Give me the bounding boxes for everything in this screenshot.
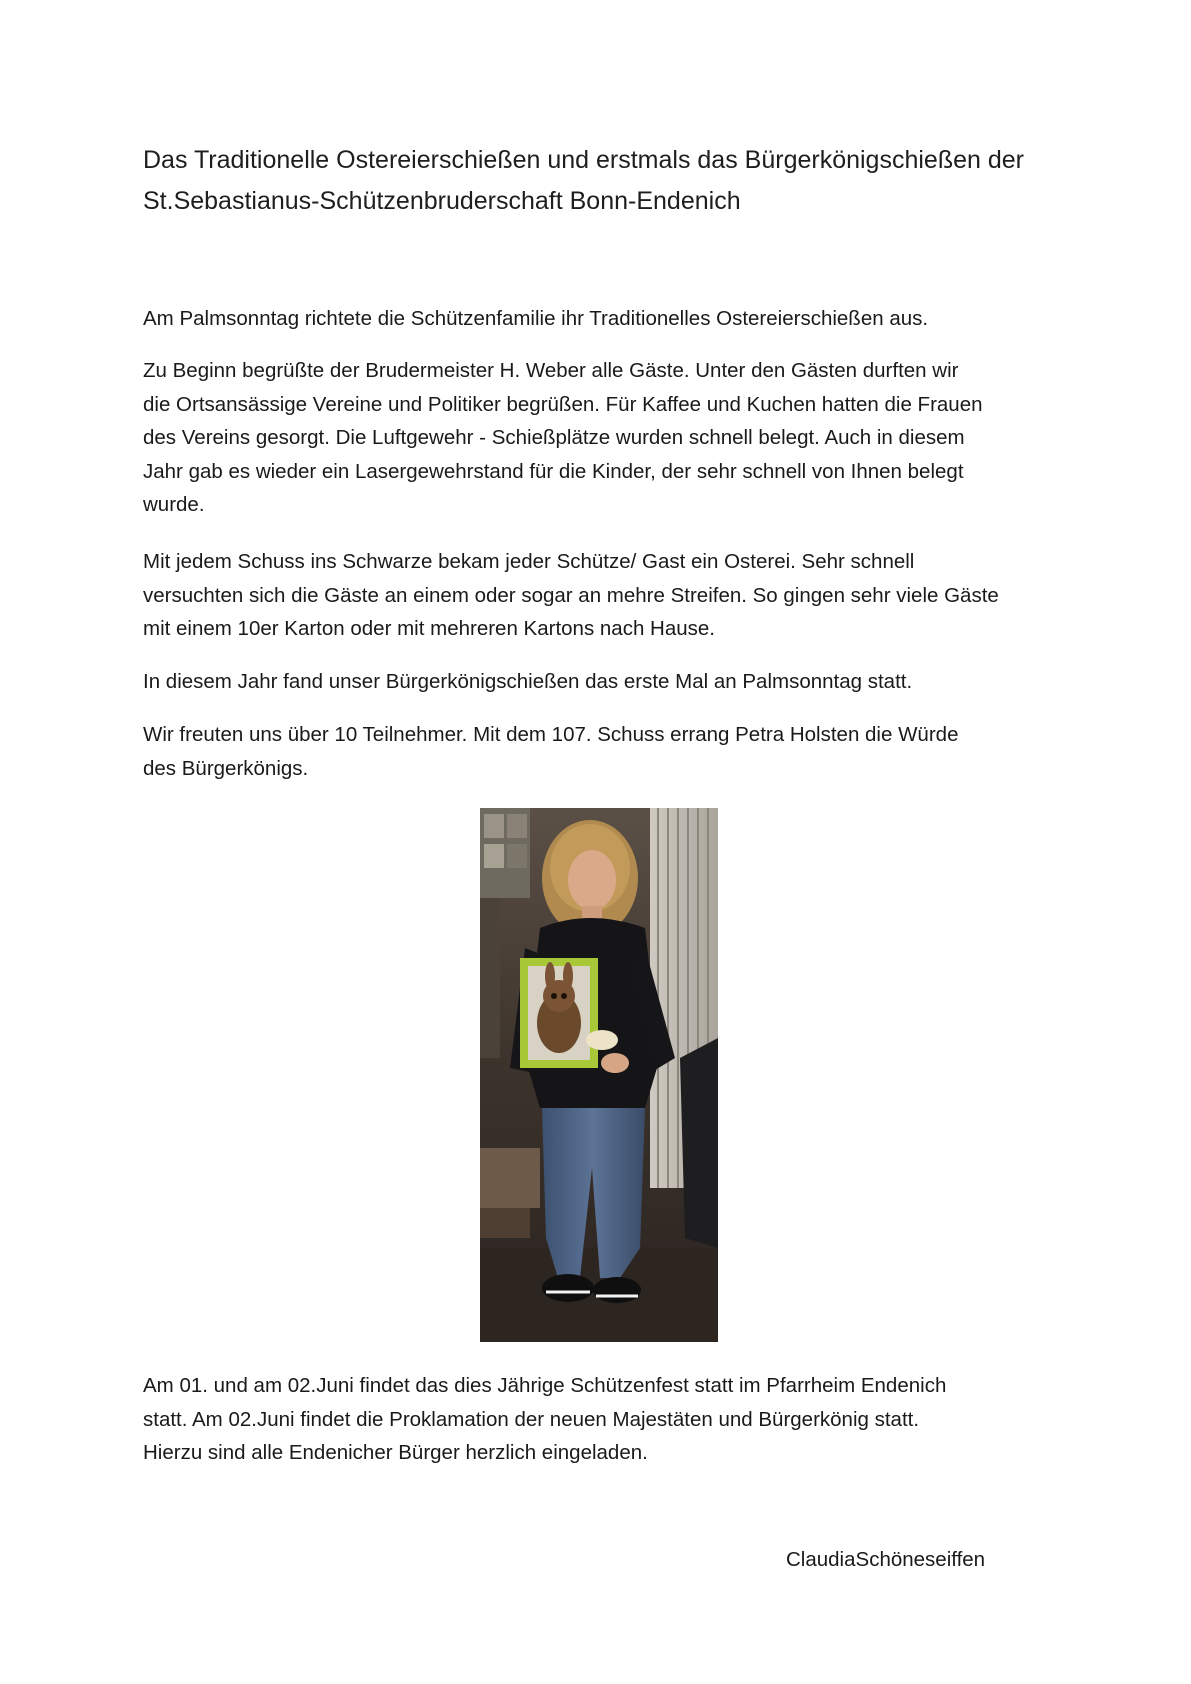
paragraph-begruessung — [143, 354, 1073, 522]
text-line: des Bürgerkönigs. — [143, 756, 309, 780]
text-line: Zu Beginn begrüßte der Brudermeister H. Weber alle Gäste. Unter den Gästen durften wir — [143, 359, 959, 382]
text-line: des Vereins gesorgt. Die Luftgewehr - Schießplätze wurden schnell belegt. Auch in diesem — [143, 426, 965, 449]
text-line: Am Palmsonntag richtete die Schützenfamilie ihr Traditionelles Ostereierschießen aus. — [143, 307, 929, 330]
text-line: Jahr gab es wieder ein Lasergewehrstand für die Kinder, der sehr schnell von Ihnen belegt — [143, 459, 964, 483]
title-line: St.Sebastianus-Schützenbruderschaft Bonn-Endenich — [143, 187, 741, 215]
text-line: Wir freuten uns über 10 Teilnehmer. Mit dem 107. Schuss errang Petra Holsten die Würde — [143, 723, 959, 746]
text-line: wurde. — [143, 493, 205, 516]
author-signature: ClaudiaSchöneseiffen — [786, 1548, 986, 1571]
text-line: statt. Am 02.Juni findet die Proklamation der neuen Majestäten und Bürgerkönig statt. — [143, 1407, 920, 1431]
photo-buergerkoenigin — [480, 808, 718, 1342]
text-line: die Ortsansässige Vereine und Politiker begrüßen. Für Kaffee und Kuchen hatten die Frauen — [143, 392, 983, 416]
document-title — [143, 140, 1083, 222]
paragraph-teilnehmer — [143, 718, 1073, 785]
text-line: Hierzu sind alle Endenicher Bürger herzlich eingeladen. — [143, 1441, 648, 1464]
text-line: mit einem 10er Karton oder mit mehreren Kartons nach Hause. — [143, 617, 715, 640]
paragraph-buergerkoenigschiessen — [143, 665, 1073, 699]
paragraph-schuetzenfest — [143, 1369, 1073, 1470]
title-line: Das Traditionelle Ostereierschießen und erstmals das Bürgerkönigschießen der — [143, 146, 1024, 174]
text-line: Mit jedem Schuss ins Schwarze bekam jeder Schütze/ Gast ein Osterei. Sehr schnell — [143, 550, 915, 573]
paragraph-palmsonntag — [143, 302, 1073, 336]
text-line: versuchten sich die Gäste an einem oder sogar an mehre Streifen. So gingen sehr viele Gäste — [143, 583, 999, 607]
text-line: In diesem Jahr fand unser Bürgerkönigschießen das erste Mal an Palmsonntag statt. — [143, 670, 913, 693]
paragraph-osterei — [143, 545, 1073, 646]
text-line: Am 01. und am 02.Juni findet das dies Jährige Schützenfest statt im Pfarrheim Endenich — [143, 1374, 947, 1397]
